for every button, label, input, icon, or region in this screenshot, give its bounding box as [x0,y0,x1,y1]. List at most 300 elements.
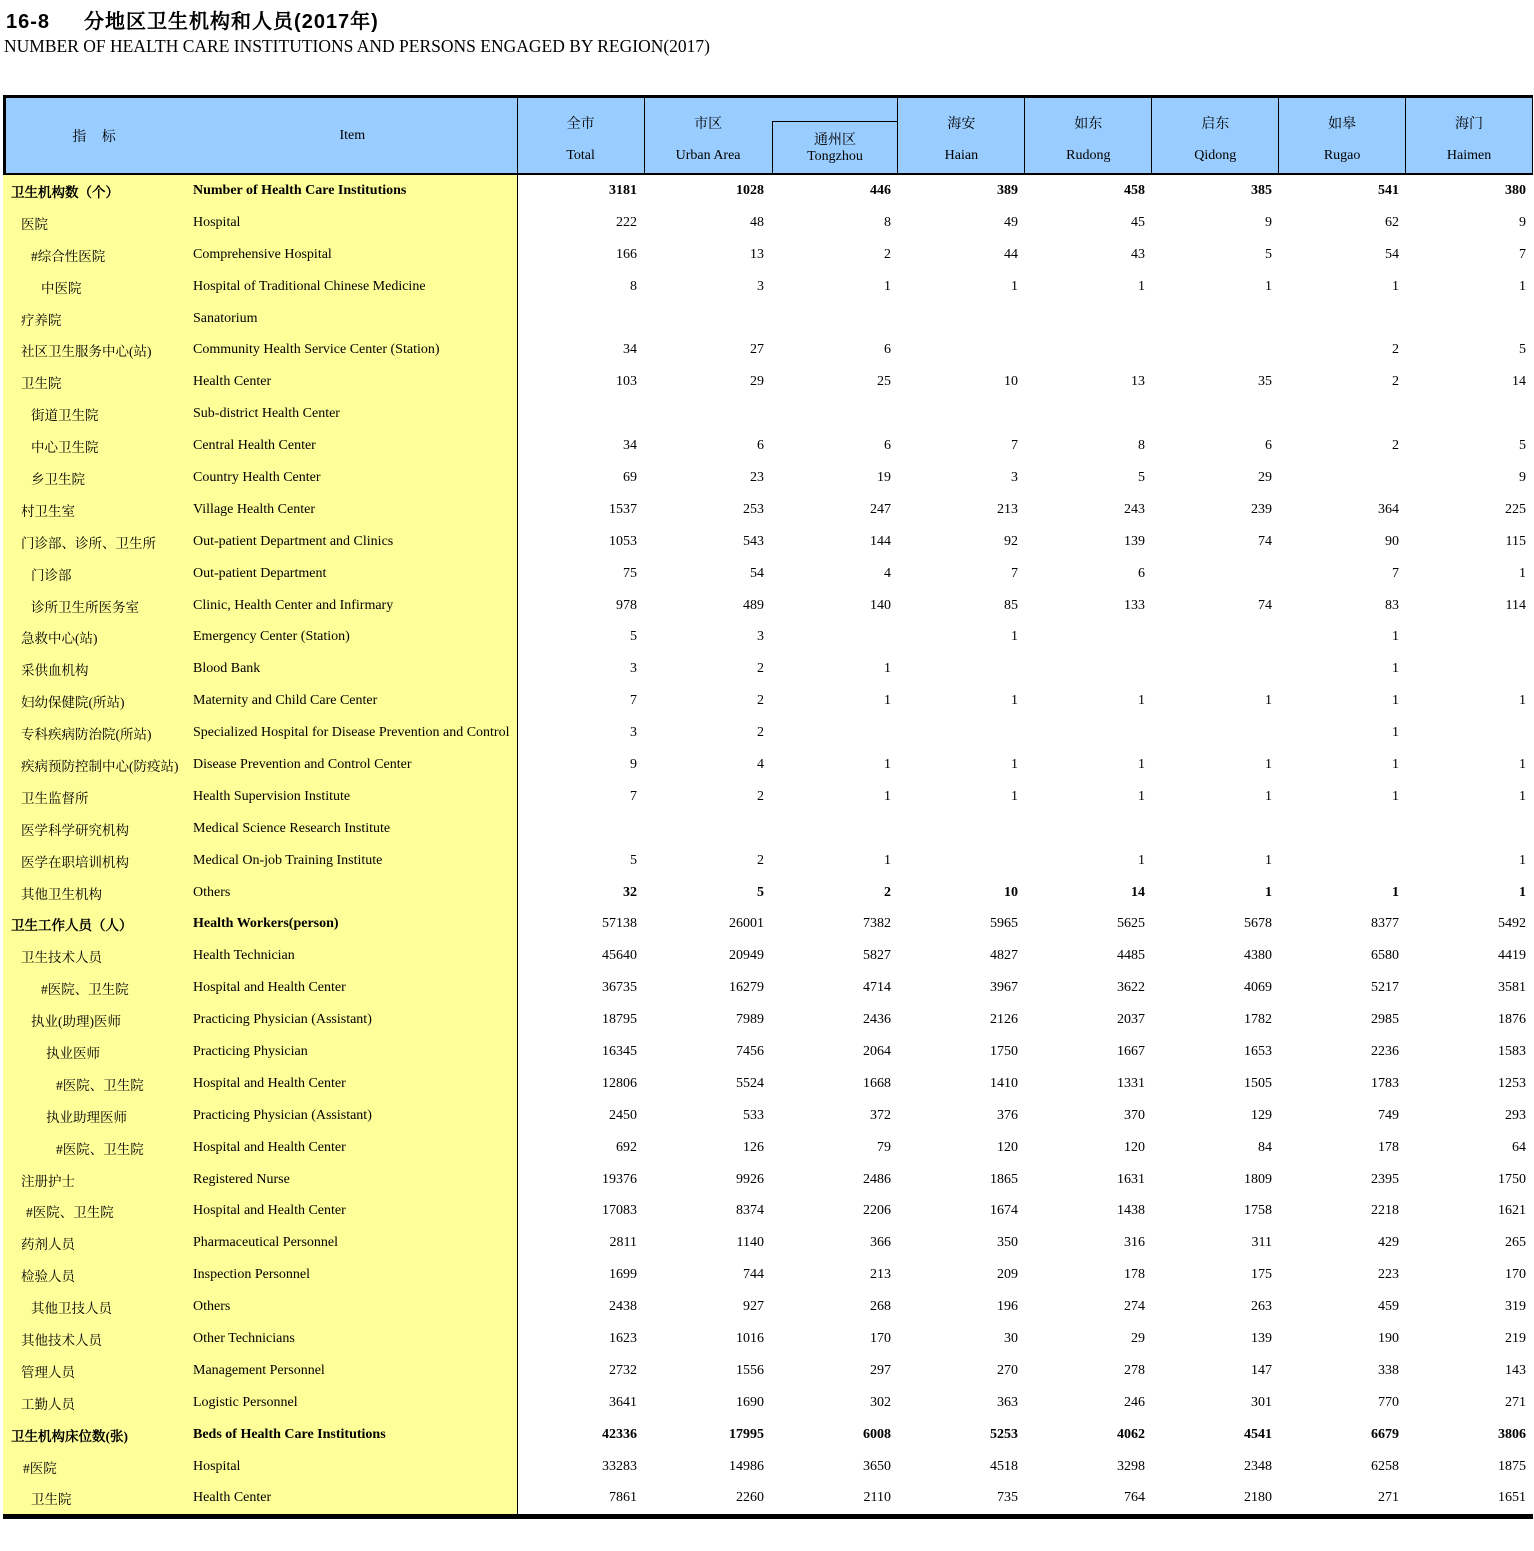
data-cell: 1537 [609,501,637,517]
row-label-en: Practicing Physician [193,1043,308,1059]
row-label-zh: 疗养院 [21,312,62,328]
table-row [3,1355,1534,1387]
data-cell: 45 [1131,214,1145,230]
data-cell: 57138 [602,916,637,932]
row-label-en: Practicing Physician (Assistant) [193,1012,372,1028]
data-cell: 1 [1392,756,1399,772]
data-cell [1026,813,1153,845]
data-cell [1407,398,1534,430]
data-cell [772,398,899,430]
data-cell [1153,303,1280,335]
data-cell: 14 [1131,884,1145,900]
row-label-en: Other Technicians [193,1331,295,1346]
header-col-haimen-zh: 海门 [1455,117,1484,132]
data-cell: 1809 [1244,1171,1272,1187]
data-cell: 459 [1378,1299,1399,1315]
data-cell: 6679 [1371,1426,1399,1442]
header-col-total-en: Total [566,148,595,163]
data-cell: 3 [757,629,764,645]
data-cell: 429 [1378,1235,1399,1251]
table-row [3,1196,1534,1228]
row-label-en: Sanatorium [193,310,258,326]
data-cell: 3 [630,661,637,677]
data-cell: 13 [1131,374,1145,390]
table-row [3,908,1534,940]
data-cell: 1 [1392,278,1399,294]
data-cell [1280,398,1407,430]
data-cell: 446 [870,182,891,198]
data-cell: 372 [870,1107,891,1123]
data-cell: 139 [1251,1331,1272,1346]
data-cell: 1 [1392,693,1399,709]
data-cell: 302 [870,1394,891,1410]
data-cell: 103 [616,374,637,390]
row-label-en: Others [193,884,231,900]
data-cell: 30 [1004,1331,1018,1346]
data-cell: 166 [616,246,637,262]
data-cell: 114 [1505,597,1526,613]
row-label-zone [3,781,518,813]
data-cell [1280,845,1407,877]
page-title-en: NUMBER OF HEALTH CARE INSTITUTIONS AND PERSONS ENGAGED BY REGION(2017) [4,36,711,56]
table-row [3,1387,1534,1419]
row-label-en: Others [193,1299,231,1315]
data-cell: 1331 [1117,1075,1145,1091]
data-cell [772,621,899,653]
row-label-zh: 管理人员 [21,1364,75,1380]
row-label-zh: 街道卫生院 [31,408,99,424]
data-cell: 4 [884,565,891,581]
data-cell: 79 [877,1139,891,1155]
table-row [3,494,1534,526]
data-cell: 2 [757,661,764,677]
row-label-zone [3,940,518,972]
row-label-zone [3,239,518,271]
data-cell [645,813,772,845]
row-label-zone [3,1196,518,1228]
data-cell: 2064 [863,1043,891,1059]
data-cell: 271 [1505,1394,1526,1410]
data-cell: 5 [1519,342,1526,358]
row-label-en: Pharmaceutical Personnel [193,1235,339,1251]
data-cell [1026,398,1153,430]
data-cell: 5 [630,629,637,645]
table-row [3,940,1534,972]
data-cell: 2436 [863,1012,891,1028]
data-cell: 7989 [736,1012,764,1028]
data-cell: 1623 [609,1331,637,1346]
table-row [3,526,1534,558]
data-cell: 3 [757,278,764,294]
row-label-zh: 药剂人员 [21,1237,75,1253]
data-cell: 764 [1124,1490,1145,1506]
data-cell: 74 [1258,597,1272,613]
data-cell: 1 [1265,852,1272,868]
row-label-zh: 急救中心(站) [21,631,98,647]
data-cell: 311 [1251,1235,1272,1251]
row-label-zh: 执业(助理)医师 [31,1014,121,1030]
data-cell: 115 [1505,533,1526,549]
data-cell: 147 [1251,1362,1272,1378]
row-label-en: Hospital and Health Center [193,1075,346,1091]
row-label-en: Management Personnel [193,1362,325,1378]
table-row [3,558,1534,590]
data-cell [899,717,1026,749]
row-label-en: Hospital of Traditional Chinese Medicine [193,278,426,294]
data-cell: 1 [1138,756,1145,772]
row-label-zh: 卫生技术人员 [21,950,102,966]
data-cell: 4827 [990,948,1018,964]
table-row [3,1291,1534,1323]
data-cell: 4 [757,756,764,772]
data-cell: 7 [630,693,637,709]
data-cell: 1783 [1371,1075,1399,1091]
data-cell: 34 [623,438,637,454]
data-cell: 543 [743,533,764,549]
table-row [3,334,1534,366]
data-cell: 263 [1251,1299,1272,1315]
row-label-zone [3,813,518,845]
data-cell: 1 [1138,852,1145,868]
data-cell: 8377 [1371,916,1399,932]
data-cell: 196 [997,1299,1018,1315]
data-cell: 3298 [1117,1458,1145,1474]
data-cell: 5 [1265,246,1272,262]
data-cell: 744 [743,1267,764,1283]
table-row [3,1036,1534,1068]
data-cell: 92 [1004,533,1018,549]
data-cell: 458 [1124,182,1145,198]
data-cell: 5 [1138,469,1145,485]
data-cell: 1 [1519,693,1526,709]
data-cell: 1 [1138,788,1145,804]
table-row [3,1164,1534,1196]
data-cell: 319 [1505,1299,1526,1315]
header-col-rugao [1278,98,1405,173]
data-cell [1026,621,1153,653]
data-cell: 9 [630,756,637,772]
data-cell: 265 [1505,1235,1526,1251]
data-cell: 20949 [729,948,764,964]
header-col-urban-zh: 市区 [694,117,723,132]
row-label-zone [3,558,518,590]
data-cell: 2811 [609,1235,637,1251]
table-row [3,430,1534,462]
data-cell: 1667 [1117,1043,1145,1059]
row-label-en: Out-patient Department and Clinics [193,533,394,549]
data-cell: 74 [1258,533,1272,549]
data-cell: 75 [623,565,637,581]
data-cell: 7 [630,788,637,804]
row-label-en: Village Health Center [193,501,316,517]
data-cell: 4380 [1244,948,1272,964]
data-cell: 3650 [863,1458,891,1474]
data-cell: 54 [750,565,764,581]
table-row [3,813,1534,845]
row-label-zone [3,1132,518,1164]
row-label-en: Practicing Physician (Assistant) [193,1107,372,1123]
data-cell: 219 [1505,1331,1526,1346]
table-row [3,239,1534,271]
data-cell: 1 [1519,788,1526,804]
data-cell: 1 [1011,693,1018,709]
data-cell: 1674 [990,1203,1018,1219]
data-cell: 735 [997,1490,1018,1506]
data-cell: 4069 [1244,980,1272,996]
data-cell: 17995 [729,1426,764,1442]
table-row [3,366,1534,398]
data-cell: 293 [1505,1107,1526,1123]
data-cell: 2037 [1117,1012,1145,1028]
data-cell: 5965 [990,916,1018,932]
row-label-zh: 社区卫生服务中心(站) [21,344,152,360]
data-cell: 385 [1251,182,1272,198]
header-col-qidong-en: Qidong [1194,148,1237,163]
data-cell: 5217 [1371,980,1399,996]
row-label-zh: 医学在职培训机构 [21,854,129,870]
data-cell: 247 [870,501,891,517]
header-col-haimen-en: Haimen [1446,148,1492,163]
data-cell: 1 [1138,278,1145,294]
row-label-en: Beds of Health Care Institutions [193,1426,386,1442]
row-label-zh: 村卫生室 [21,503,75,519]
row-label-en: Clinic, Health Center and Infirmary [193,597,394,613]
row-label-zh: #医院、卫生院 [56,1077,144,1093]
data-cell [899,813,1026,845]
row-label-zh: 卫生机构床位数(张) [11,1428,128,1444]
data-cell: 3622 [1117,980,1145,996]
header-col-qidong [1151,98,1278,173]
table-row [3,781,1534,813]
row-label-zh: 中心卫生院 [31,440,99,456]
data-cell: 3581 [1498,980,1526,996]
row-label-en: Hospital [193,1458,241,1474]
data-cell: 1410 [990,1075,1018,1091]
data-cell: 1 [1265,884,1272,900]
data-cell [772,717,899,749]
data-cell [1026,653,1153,685]
data-cell: 9926 [736,1171,764,1187]
data-cell: 380 [1505,182,1526,198]
row-label-zone [3,621,518,653]
data-cell: 1631 [1117,1171,1145,1187]
table-row [3,1451,1534,1483]
row-label-zh: 门诊部 [31,567,72,583]
data-cell: 1 [1011,788,1018,804]
row-label-zone [3,398,518,430]
data-cell: 246 [1124,1394,1145,1410]
data-cell: 2 [757,788,764,804]
table-row [3,1323,1534,1355]
data-cell: 239 [1251,501,1272,517]
header-col-tongzhou-en: Tongzhou [807,149,863,164]
data-cell: 2985 [1371,1012,1399,1028]
data-cell: 3181 [609,182,637,198]
data-cell: 3 [630,725,637,741]
data-cell: 133 [1124,597,1145,613]
data-cell: 5253 [990,1426,1018,1442]
data-cell: 533 [743,1107,764,1123]
data-cell: 35 [1258,374,1272,390]
table-body [3,175,1534,1514]
row-label-zone [3,526,518,558]
data-cell [518,303,645,335]
data-cell: 1016 [736,1331,764,1346]
data-cell: 4714 [863,980,891,996]
data-cell: 2260 [736,1490,764,1506]
data-cell: 178 [1378,1139,1399,1155]
data-cell: 1876 [1498,1012,1526,1028]
data-cell: 1 [1519,756,1526,772]
data-cell: 5524 [736,1075,764,1091]
data-cell: 7 [1011,438,1018,454]
data-cell: 213 [997,501,1018,517]
data-cell: 42336 [602,1426,637,1442]
data-cell: 376 [997,1107,1018,1123]
row-label-en: Community Health Service Center (Station) [193,342,440,358]
data-cell: 2 [757,693,764,709]
data-cell: 178 [1124,1267,1145,1283]
data-cell: 170 [870,1331,891,1346]
data-cell: 301 [1251,1394,1272,1410]
row-label-en: Comprehensive Hospital [193,246,332,262]
data-cell: 1750 [990,1043,1018,1059]
row-label-en: Number of Health Care Institutions [193,182,407,198]
table-bottom-border [3,1514,1533,1519]
row-label-en: Medical On-job Training Institute [193,852,383,868]
row-label-zone [3,717,518,749]
header-col-haian-zh: 海安 [947,117,976,132]
row-label-zh: 工勤人员 [21,1396,75,1412]
data-cell: 8 [630,278,637,294]
data-cell: 1 [1519,565,1526,581]
data-cell: 83 [1385,597,1399,613]
data-cell: 1 [1265,278,1272,294]
row-label-en: Inspection Personnel [193,1267,311,1283]
row-label-zh: 卫生监督所 [21,790,89,806]
data-cell [899,334,1026,366]
data-cell: 1 [1265,788,1272,804]
table-row [3,972,1534,1004]
data-cell: 1865 [990,1171,1018,1187]
data-cell: 2218 [1371,1203,1399,1219]
data-cell: 1583 [1498,1043,1526,1059]
data-cell: 120 [997,1139,1018,1155]
data-cell: 2206 [863,1203,891,1219]
data-cell: 6008 [863,1426,891,1442]
data-cell: 2450 [609,1107,637,1123]
row-label-zone [3,271,518,303]
header-col-total [517,98,644,173]
row-label-en: Blood Bank [193,661,261,677]
data-cell [1280,462,1407,494]
data-cell: 48 [750,214,764,230]
data-cell: 34 [623,342,637,358]
row-label-zone [3,430,518,462]
row-label-en: Maternity and Child Care Center [193,693,378,709]
row-label-en: Country Health Center [193,469,321,485]
row-label-zh: 门诊部、诊所、卫生所 [21,535,156,551]
data-cell: 45640 [602,948,637,964]
table-row [3,271,1534,303]
row-label-en: Medical Science Research Institute [193,820,391,836]
row-label-zone [3,908,518,940]
row-label-zone [3,972,518,1004]
data-cell: 139 [1124,533,1145,549]
row-label-zh: 妇幼保健院(所站) [21,695,125,711]
data-cell: 7456 [736,1043,764,1059]
table-row [3,1483,1534,1515]
row-label-zone [3,1291,518,1323]
data-cell: 7 [1392,565,1399,581]
data-cell: 126 [743,1139,764,1155]
data-cell: 90 [1385,533,1399,549]
data-cell: 2 [884,884,891,900]
data-cell [1407,621,1534,653]
data-cell: 243 [1124,501,1145,517]
row-label-zh: 其他卫生机构 [21,886,102,902]
data-cell: 1028 [736,182,764,198]
data-cell: 18795 [602,1012,637,1028]
data-cell: 5625 [1117,916,1145,932]
data-cell: 10 [1004,884,1018,900]
header-col-tongzhou-zh: 通州区 [813,133,856,148]
data-cell [645,303,772,335]
data-cell: 2 [757,725,764,741]
row-label-zone [3,685,518,717]
data-cell: 6 [1138,565,1145,581]
row-label-zone [3,1419,518,1451]
data-cell: 1 [1392,725,1399,741]
data-cell: 2 [1392,438,1399,454]
data-cell: 209 [997,1267,1018,1283]
data-cell [1153,558,1280,590]
data-cell: 2126 [990,1012,1018,1028]
row-label-zh: 中医院 [41,280,82,296]
data-cell: 85 [1004,597,1018,613]
data-cell: 364 [1378,501,1399,517]
header-col-haian-en: Haian [944,148,979,163]
row-label-en: Logistic Personnel [193,1394,298,1410]
table-row [3,303,1534,335]
data-cell: 223 [1378,1267,1399,1283]
header-subcol-tongzhou [772,121,898,173]
data-cell: 1253 [1498,1075,1526,1091]
row-label-en: Health Center [193,1490,272,1506]
row-label-zh: 卫生工作人员（人） [11,918,133,934]
data-cell [1153,813,1280,845]
row-label-zh: 注册护士 [21,1173,75,1189]
data-cell [772,303,899,335]
row-label-zone [3,334,518,366]
table-row [3,1004,1534,1036]
data-cell: 4062 [1117,1426,1145,1442]
data-cell: 29 [1131,1331,1145,1346]
data-cell: 25 [877,374,891,390]
table-header [3,95,1533,175]
data-cell: 8374 [736,1203,764,1219]
data-cell: 389 [997,182,1018,198]
table-row [3,877,1534,909]
data-cell: 541 [1378,182,1399,198]
row-label-zone [3,303,518,335]
row-label-en: Hospital and Health Center [193,980,346,996]
data-cell: 29 [750,374,764,390]
data-cell: 129 [1251,1107,1272,1123]
data-cell: 26001 [729,916,764,932]
data-cell: 140 [870,597,891,613]
data-cell: 120 [1124,1139,1145,1155]
